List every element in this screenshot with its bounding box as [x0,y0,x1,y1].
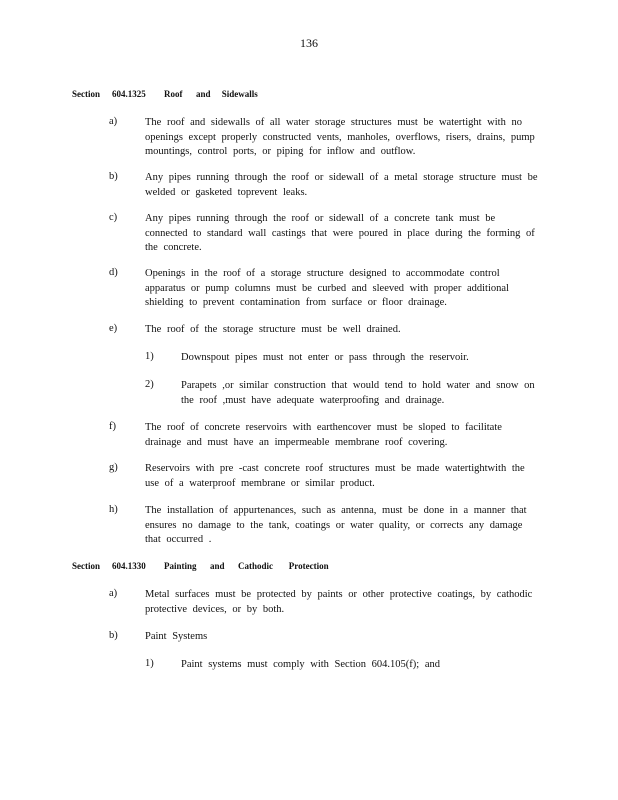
page-number: 136 [300,36,318,50]
section-title: Roof and Sidewalls [164,89,258,99]
section-number: 604.1325 [112,89,146,99]
subitem-number: 1) [145,658,154,669]
section-label: Section [72,561,100,571]
item-letter: a) [109,116,118,127]
subitem-paragraph: Downspout pipes must not enter or pass through the reservoir. [181,352,469,363]
item-paragraph: The roof of the storage structure must be well drained. [145,324,401,335]
subitem-number: 2) [145,379,154,390]
item-paragraph: The roof and sidewalls of all water storage structures must be watertight with no openings except properly constructed vents, manholes, overflows, risers, drains, pump mountings, control ports, or piping for inflow and outflow. [145,117,535,157]
item-paragraph: Reservoirs with pre -cast concrete roof structures must be made watertightwith the use of a waterproof membrane or similar product. [145,463,525,489]
section-number: 604.1330 [112,561,146,571]
item-paragraph: Openings in the roof of a storage structure designed to accommodate control apparatus or pump columns must be curbed and sleeved with proper additional shielding to prevent contamination from surface or floor drainage. [145,268,509,308]
section-heading-604-1325 [72,89,258,99]
item-letter: b) [109,171,118,182]
item-paragraph: Any pipes running through the roof or sidewall of a concrete tank must be connected to standard wall castings that were poured in place during the forming of the concrete. [145,213,535,253]
item-paragraph: Any pipes running through the roof or sidewall of a metal storage structure must be welded or gasketed toprevent leaks. [145,172,538,198]
item-paragraph: The roof of concrete reservoirs with earthencover must be sloped to facilitate drainage and must have an impermeable membrane roof covering. [145,422,502,448]
item-paragraph: The installation of appurtenances, such as antenna, must be done in a manner that ensures no damage to the tank, coatings or water quality, or corrects any damage that occurred . [145,505,527,545]
item-letter: b) [109,630,118,641]
item-letter: h) [109,504,118,515]
item-letter: f) [109,421,116,432]
item-paragraph: Metal surfaces must be protected by paints or other protective coatings, by cathodic protective devices, or by both. [145,589,533,615]
item-letter: g) [109,462,118,473]
item-letter: e) [109,323,118,334]
item-letter: c) [109,212,118,223]
item-letter: d) [109,267,118,278]
subitem-number: 1) [145,351,154,362]
subitem-paragraph: Parapets ,or similar construction that would tend to hold water and snow on the roof ,must have adequate waterproofing and drainage. [181,380,535,406]
section-label: Section [72,89,100,99]
section-heading-604-1330 [72,561,329,571]
subitem-paragraph: Paint systems must comply with Section 604.105(f); and [181,659,440,670]
item-letter: a) [109,588,118,599]
item-paragraph: Paint Systems [145,631,208,642]
section-title: Painting and Cathodic Protection [164,561,329,571]
